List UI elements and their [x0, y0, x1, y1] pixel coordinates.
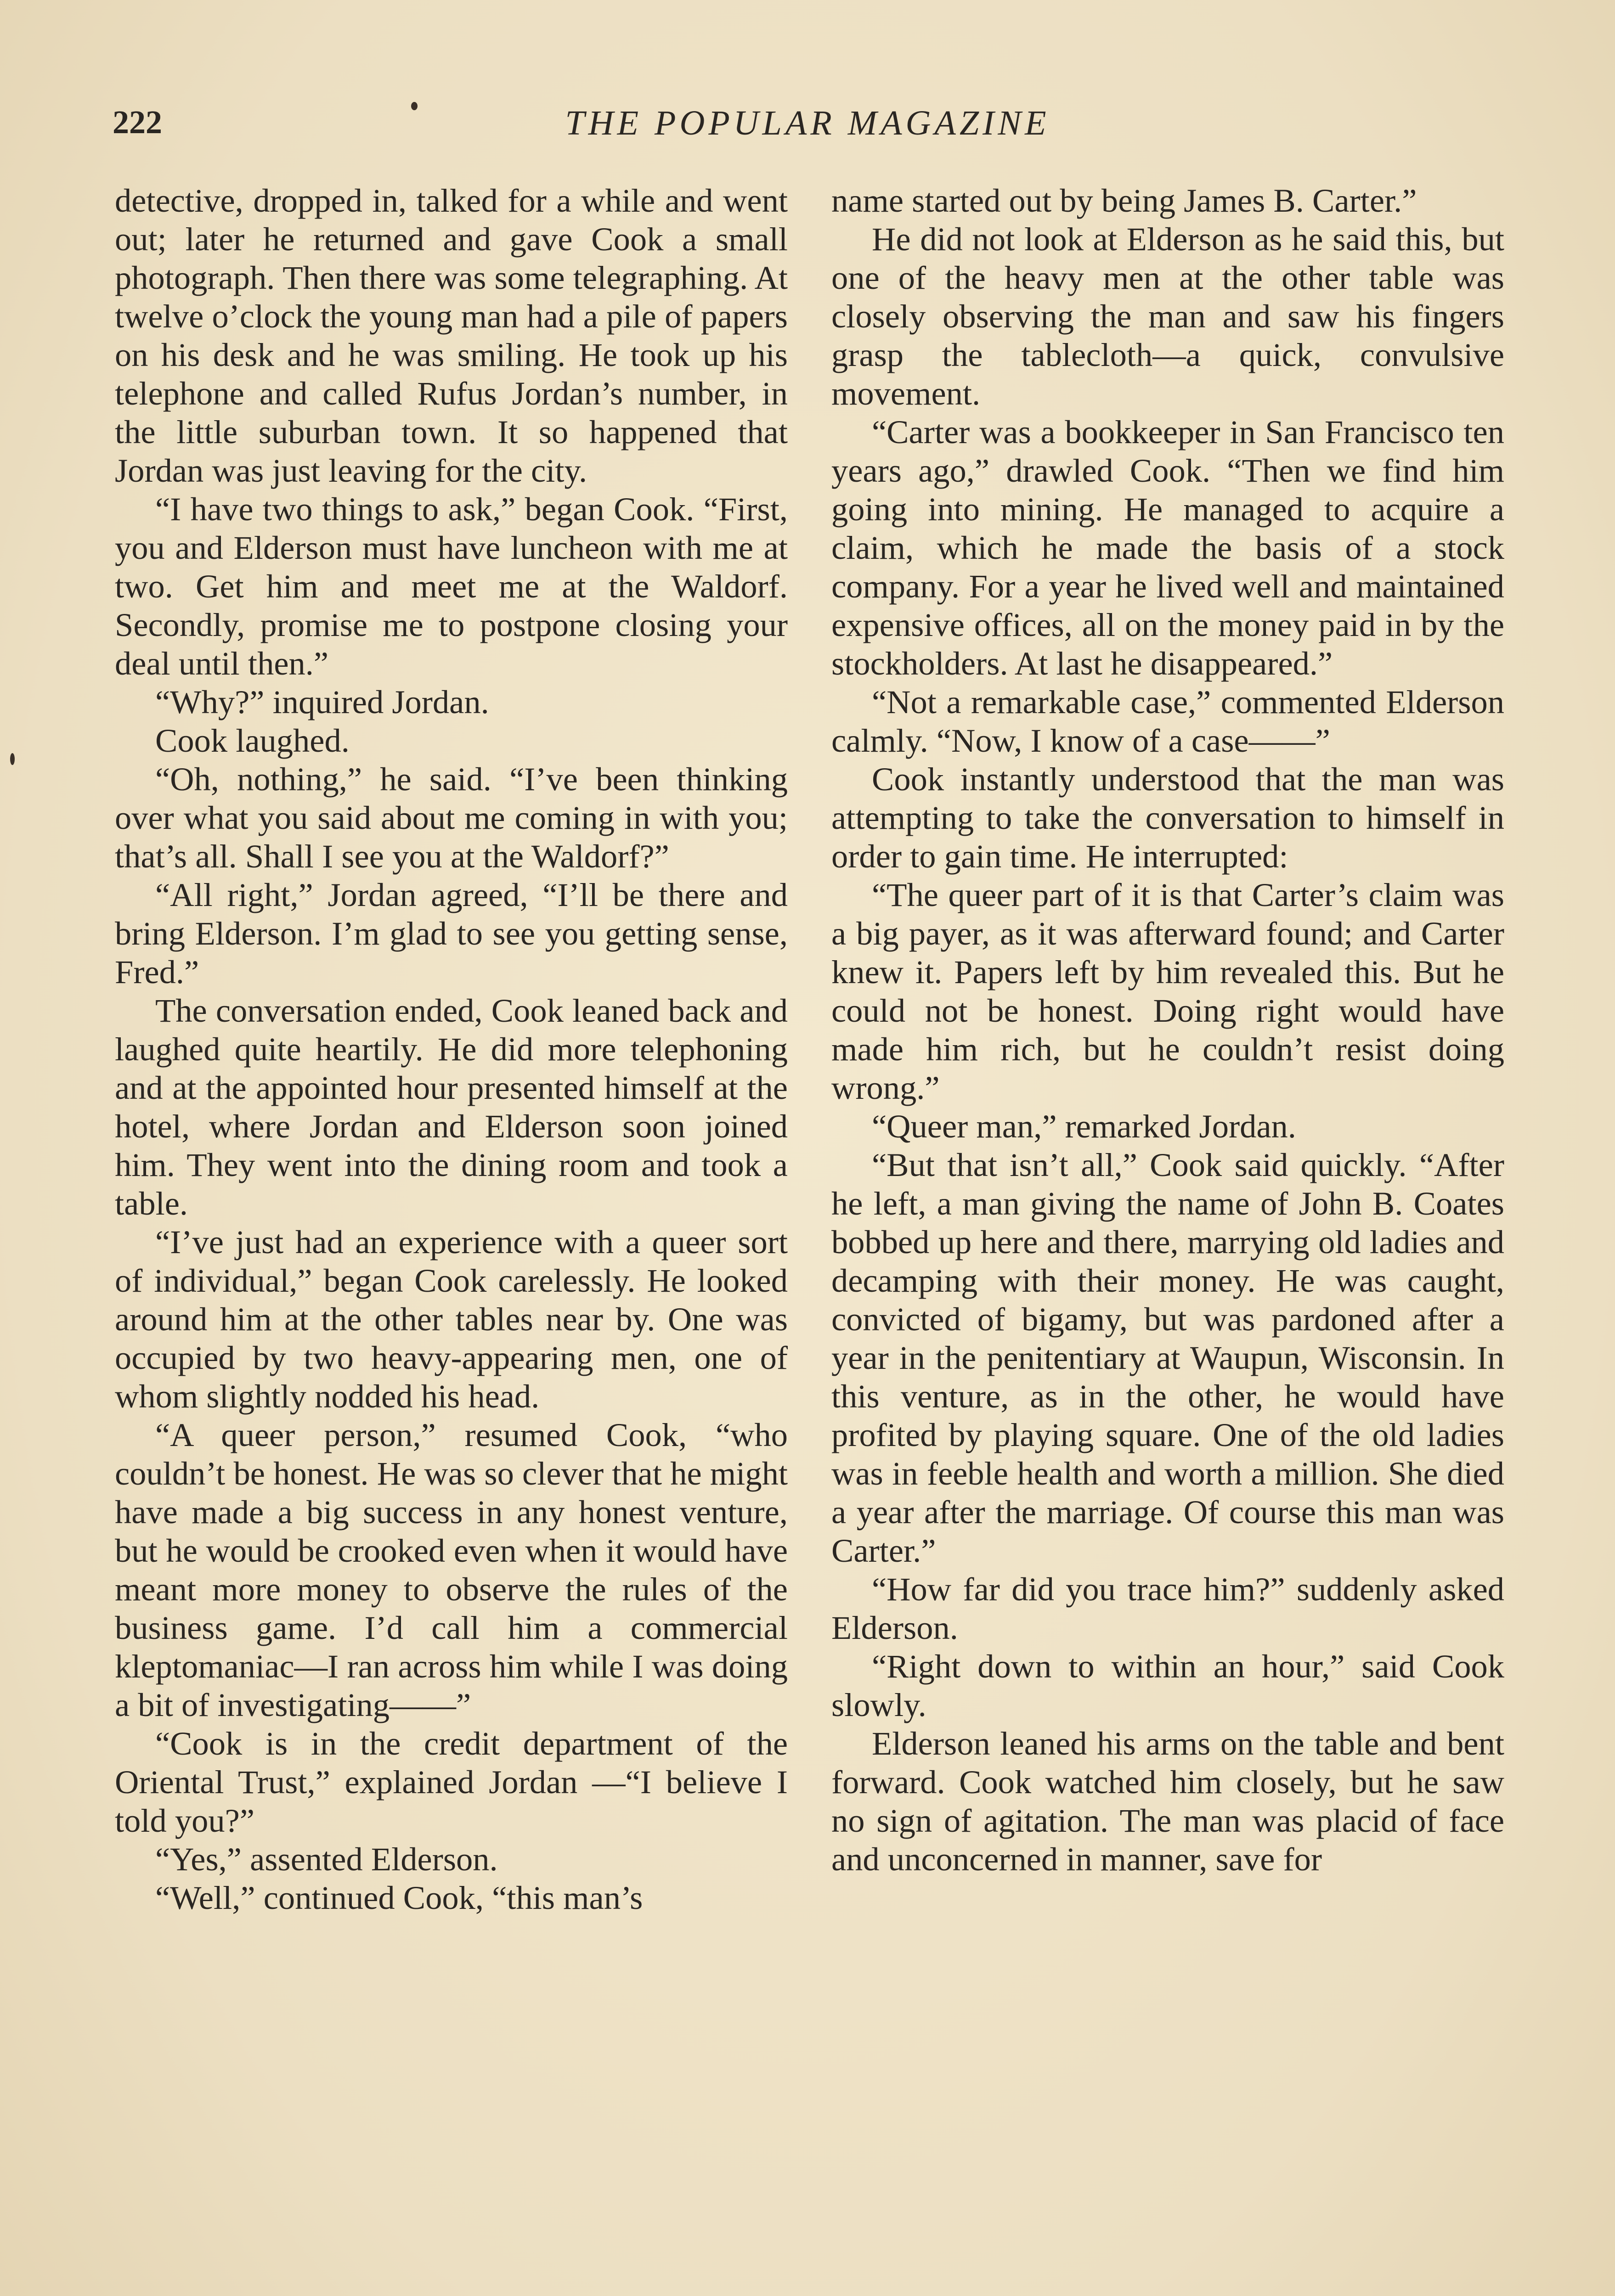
paragraph: “Carter was a bookkeeper in San Francisco ten years ago,” drawled Cook. “Then we find him going into mining. He managed to acquire a claim, which he made the basis of a stock company. For a year he lived well and maintained expensive offices, all on the money paid in by the stockholders. At last he disappeared.”: [831, 413, 1504, 682]
paragraph: The conversation ended, Cook leaned back and laughed quite heartily. He did more telephoning and at the appointed hour presented himself at the hotel, where Jordan and Elderson soon joined him. They went into the dining room and took a table.: [115, 992, 788, 1222]
paragraph: “All right,” Jordan agreed, “I’ll be there and bring Elderson. I’m glad to see you getting sense, Fred.”: [115, 876, 788, 990]
paragraph: “Why?” inquired Jordan.: [155, 683, 489, 720]
paragraph: “How far did you trace him?” suddenly asked Elderson.: [831, 1570, 1504, 1646]
paragraph: “Queer man,” remarked Jordan.: [872, 1108, 1296, 1145]
page-header: [113, 99, 1502, 154]
paragraph: “Not a remarkable case,” commented Elderson calmly. “Now, I know of a case——”: [831, 683, 1504, 759]
ink-speck: [10, 753, 15, 765]
running-head: THE POPULAR MAGAZINE: [565, 104, 1050, 142]
paragraph: “Yes,” assented Elderson.: [155, 1840, 498, 1878]
paragraph: He did not look at Elderson as he said this, but one of the heavy men at the other table was closely observing the man and saw his fingers grasp the tablecloth—a quick, convulsive movement.: [831, 220, 1504, 412]
paragraph: “Right down to within an hour,” said Cook slowly.: [831, 1648, 1504, 1723]
paragraph: “I’ve just had an experience with a queer sort of individual,” began Cook carelessly. He looked around him at the other tables near by. One was occupied by two heavy-appearing men, one of whom slightly nodded his head.: [115, 1223, 788, 1415]
paragraph: name started out by being James B. Carter.”: [831, 182, 1417, 219]
right-column: [831, 181, 1504, 1879]
paragraph: Cook instantly understood that the man was attempting to take the conversation to himself in order to gain time. He interrupted:: [831, 760, 1504, 875]
paragraph: “Well,” continued Cook, “this man’s: [155, 1879, 643, 1916]
paragraph: “A queer person,” resumed Cook, “who couldn’t be honest. He was so clever that he might have made a big success in any honest venture, but he would be crooked even when it would have meant more money to observe the rules of the business game. I’d call him a commercial kleptomaniac—I ran across him while I was doing a bit of investigating——”: [115, 1416, 788, 1723]
paragraph: “I have two things to ask,” began Cook. “First, you and Elderson must have luncheon with me at two. Get him and meet me at the Waldorf. Secondly, promise me to postpone closing your deal until then.”: [115, 490, 788, 682]
paragraph: “Cook is in the credit department of the Oriental Trust,” explained Jordan —“I believe I told you?”: [115, 1725, 788, 1839]
paragraph: “But that isn’t all,” Cook said quickly. “After he left, a man giving the name of John B. Coates bobbed up here and there, marrying old ladies and decamping with their money. He was caught, convicted of bigamy, but was pardoned after a year in the penitentiary at Waupun, Wisconsin. In this venture, as in the other, he would have profited by playing square. One of the old ladies was in feeble health and worth a million. She died a year after the marriage. Of course this man was Carter.”: [831, 1146, 1504, 1569]
paragraph: detective, dropped in, talked for a while and went out; later he returned and gave Cook a small photograph. Then there was some telegraphing. At twelve o’clock the young man had a pile of papers on his desk and he was smiling. He took up his telephone and called Rufus Jordan’s number, in the little suburban town. It so happened that Jordan was just leaving for the city.: [115, 182, 788, 489]
ink-speck: [411, 102, 418, 110]
paragraph: Elderson leaned his arms on the table and bent forward. Cook watched him closely, but he saw no sign of agitation. The man was placid of face and unconcerned in manner, save for: [831, 1725, 1504, 1878]
paragraph: Cook laughed.: [155, 722, 350, 759]
paragraph: “Oh, nothing,” he said. “I’ve been thinking over what you said about me coming in with you; that’s all. Shall I see you at the Waldorf?”: [115, 760, 788, 875]
paragraph: “The queer part of it is that Carter’s claim was a big payer, as it was afterward found; and Carter knew it. Papers left by him revealed this. But he could not be honest. Doing right would have made him rich, but he couldn’t resist doing wrong.”: [831, 876, 1504, 1106]
left-column: [115, 181, 788, 1917]
page-number: 222: [113, 104, 162, 141]
